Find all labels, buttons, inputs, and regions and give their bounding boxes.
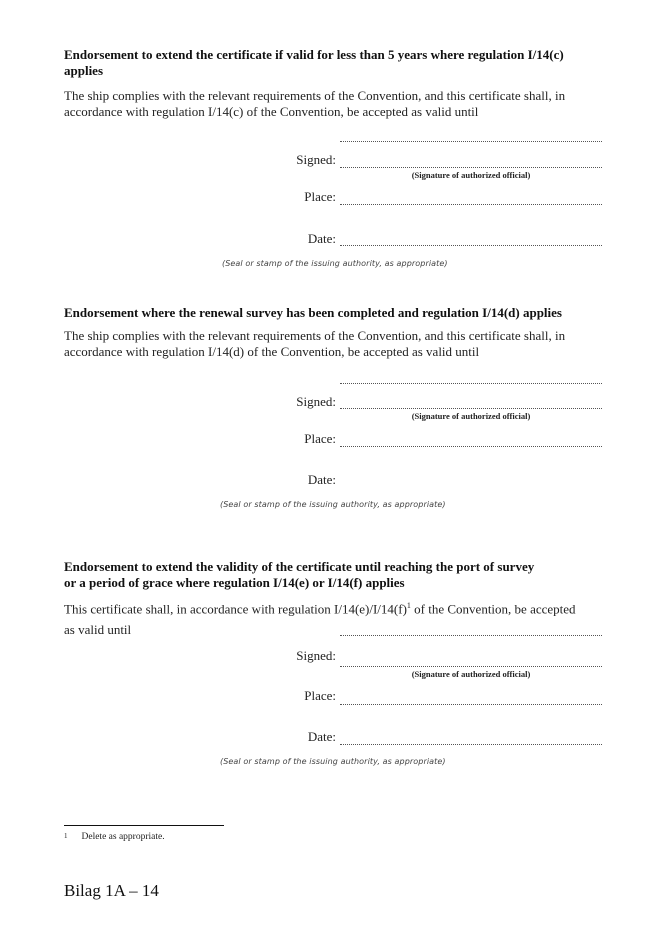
section-3-heading-line-1: Endorsement to extend the validity of the certificate until reaching the port of survey — [64, 559, 535, 574]
footnote-number: 1 — [64, 832, 68, 840]
section-1-signed-field[interactable] — [340, 167, 602, 168]
section-2-seal-note: (Seal or stamp of the issuing authority, as appropriate) — [220, 500, 446, 509]
section-2-place-label: Place: — [304, 431, 336, 446]
section-1-heading: Endorsement to extend the certificate if valid for less than 5 years where regulation I/14(c) applies — [64, 47, 564, 78]
section-3-valid-until-field[interactable] — [340, 635, 602, 636]
section-3-place-label: Place: — [304, 688, 336, 703]
section-1-place-label: Place: — [304, 189, 336, 204]
footnote-separator — [64, 825, 224, 826]
page-footer: Bilag 1A – 14 — [64, 881, 159, 900]
section-1-body: The ship complies with the relevant requirements of the Convention, and this certificate shall, in accordance with regulation I/14(c) of the Convention, be accepted as valid until — [64, 88, 566, 119]
section-1-date-field[interactable] — [340, 245, 602, 246]
section-2-place-field[interactable] — [340, 446, 602, 447]
section-3-signed-label: Signed: — [296, 648, 336, 663]
section-3-body-part-1: This certificate shall, in accordance with regulation I/14(e)/I/14(f) — [64, 601, 407, 617]
section-3-body-line-1 — [64, 598, 624, 617]
footnote-text: Delete as appropriate. — [81, 832, 165, 842]
section-3-heading-line-2: or a period of grace where regulation I/14(e) or I/14(f) applies — [64, 575, 405, 590]
section-3-seal-note: (Seal or stamp of the issuing authority, as appropriate) — [220, 757, 446, 766]
section-1-seal-note: (Seal or stamp of the issuing authority, as appropriate) — [222, 259, 448, 268]
footnote — [64, 832, 165, 842]
section-3-signature-caption: (Signature of authorized official) — [411, 669, 531, 679]
section-1-date-label: Date: — [307, 231, 336, 246]
section-3-date-label: Date: — [307, 729, 336, 744]
section-3-body-part-2: of the Convention, be accepted — [410, 601, 576, 617]
section-2-date-label: Date: — [307, 472, 336, 487]
section-3-place-field[interactable] — [340, 704, 602, 705]
section-1-signature-caption: (Signature of authorized official) — [411, 170, 531, 180]
section-2-heading: Endorsement where the renewal survey has been completed and regulation I/14(d) applies — [64, 305, 562, 320]
section-3-signed-field[interactable] — [340, 666, 602, 667]
section-3-date-field[interactable] — [340, 744, 602, 745]
section-2-signed-field[interactable] — [340, 408, 602, 409]
section-2-signed-label: Signed: — [296, 394, 336, 409]
section-1-valid-until-field[interactable] — [340, 141, 602, 142]
section-1-place-field[interactable] — [340, 204, 602, 205]
section-3-body-line-2: as valid until — [64, 622, 132, 637]
section-2-valid-until-field[interactable] — [340, 383, 602, 384]
footnote-reference: 1 — [406, 601, 411, 610]
section-2-body: The ship complies with the relevant requirements of the Convention, and this certificate shall, in accordance with regulation I/14(d) of the Convention, be accepted as valid until — [64, 328, 566, 359]
section-1-signed-label: Signed: — [296, 152, 336, 167]
section-2-signature-caption: (Signature of authorized official) — [411, 411, 531, 421]
